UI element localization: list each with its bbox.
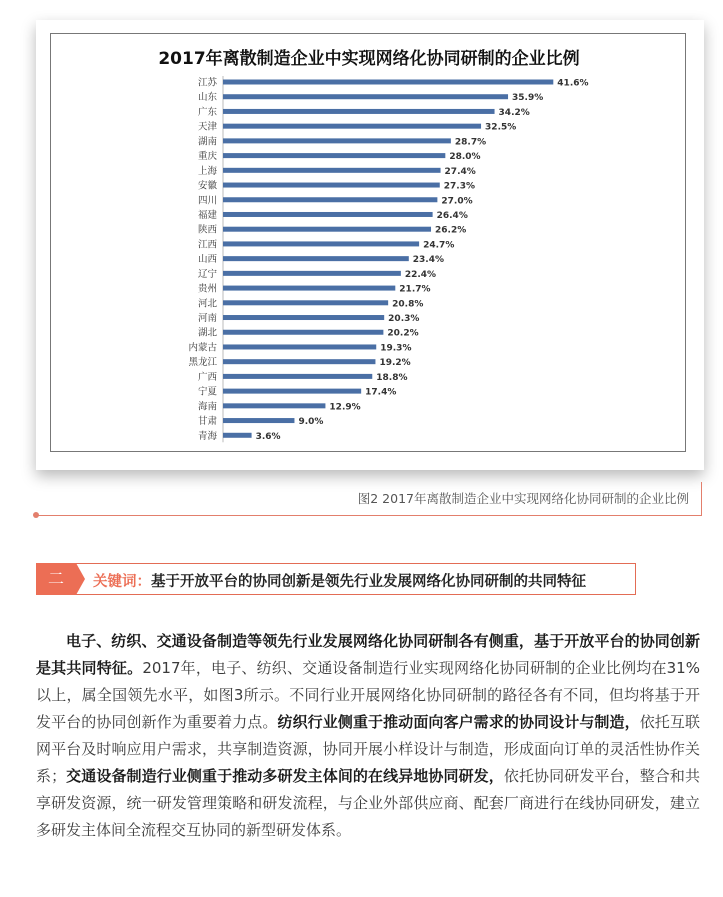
bar [223, 286, 395, 291]
value-label: 17.4% [365, 387, 397, 398]
bar [223, 168, 441, 173]
value-label: 27.3% [443, 181, 475, 192]
value-label: 19.2% [379, 358, 411, 369]
value-label: 41.6% [557, 78, 589, 89]
bar [223, 212, 433, 217]
bar [223, 315, 384, 320]
value-label: 22.4% [404, 269, 437, 280]
body-text-3: 依托协同研发平台，整合和共享研发资源，统一研发管理策略和研发流程，与企业外部供应商、配套厂商进行在线协同研发，建立多研发主体间全流程交互协同的新型研发体系。 [36, 767, 700, 839]
value-label: 27.4% [444, 166, 476, 177]
category-label: 天津 [197, 121, 217, 133]
value-label: 12.9% [329, 402, 361, 413]
bar [223, 359, 375, 364]
value-label: 26.2% [435, 225, 467, 236]
category-label: 广西 [197, 371, 217, 383]
category-label: 湖北 [197, 327, 217, 339]
value-label: 24.7% [423, 240, 455, 251]
bar [223, 241, 419, 246]
category-label: 重庆 [197, 151, 217, 163]
value-label: 19.3% [380, 343, 412, 354]
bar [223, 109, 495, 114]
bar [223, 124, 481, 129]
figure-caption-box [36, 482, 702, 516]
value-label: 27.0% [441, 196, 473, 207]
category-label: 陕西 [197, 224, 217, 236]
bar [223, 418, 294, 423]
category-label: 江苏 [197, 77, 217, 89]
value-label: 20.3% [388, 314, 420, 325]
category-label: 江西 [197, 239, 217, 251]
category-label: 福建 [197, 209, 217, 221]
category-label: 上海 [197, 165, 217, 177]
category-label: 河南 [197, 313, 217, 325]
chart-title: 2017年离散制造企业中实现网络化协同研制的企业比例 [158, 49, 580, 69]
bar [223, 344, 376, 349]
bar [223, 300, 388, 305]
category-label: 湖南 [197, 136, 217, 148]
category-label: 辽宁 [197, 268, 217, 280]
value-label: 18.8% [376, 372, 408, 383]
keyword-banner [36, 563, 636, 595]
caption-dot [33, 512, 39, 518]
bar-chart [51, 34, 687, 453]
bar [223, 94, 508, 99]
bar [223, 389, 361, 394]
value-label: 23.4% [412, 255, 445, 266]
body-bold-lead: 电子、纺织、交通设备制造等领先行业发展网络化协同研制各有侧重，基于开放平台的协同创新是其共同特征。 [36, 632, 700, 677]
category-label: 山西 [197, 254, 217, 266]
value-label: 28.0% [449, 152, 481, 163]
keyword-line [93, 570, 586, 591]
category-label: 内蒙古 [188, 342, 217, 354]
badge-arrow-icon [76, 563, 85, 595]
value-label: 32.5% [485, 122, 517, 133]
bar [223, 153, 445, 158]
category-label: 山东 [197, 92, 217, 104]
keyword-text: 基于开放平台的协同创新是领先行业发展网络化协同研制的共同特征 [151, 574, 586, 590]
category-label: 青海 [197, 430, 217, 442]
bar [223, 403, 325, 408]
bar [223, 433, 252, 438]
value-label: 26.4% [436, 210, 468, 221]
body-bold-transport: 交通设备制造行业侧重于推动多研发主体间的在线异地协同研发， [66, 767, 504, 785]
bar [223, 256, 409, 261]
value-label: 28.7% [454, 137, 487, 148]
bar [223, 183, 440, 188]
value-label: 20.2% [387, 328, 419, 339]
value-label: 9.0% [298, 417, 324, 428]
section-number-badge: 二 [36, 563, 76, 595]
category-label: 海南 [197, 401, 217, 413]
category-label: 甘肃 [197, 416, 217, 428]
category-label: 安徽 [197, 180, 217, 192]
bar [223, 227, 431, 232]
value-label: 20.8% [392, 299, 424, 310]
value-label: 21.7% [399, 284, 431, 295]
body-text-1: 2017年，电子、纺织、交通设备制造行业实现网络化协同研制的企业比例均在31%以上，属全国领先水平，如图3所示。不同行业开展网络化协同研制的路径各有不同，但均将基于开发平台的协同创新作为重要着力点。 [36, 659, 700, 731]
body-text-2: 依托互联网平台及时响应用户需求，共享制造资源，协同开展小样设计与制造，形成面向订单的灵活性协作关系； [36, 713, 700, 785]
body-paragraph [36, 628, 700, 844]
body-bold-textile: 纺织行业侧重于推动面向客户需求的协同设计与制造， [277, 713, 640, 731]
keyword-label: 关键词： [93, 574, 151, 590]
category-label: 宁夏 [197, 386, 217, 398]
bar [223, 330, 383, 335]
category-label: 黑龙江 [188, 357, 217, 369]
value-label: 34.2% [498, 107, 530, 118]
category-label: 四川 [197, 195, 217, 207]
figure-caption: 图2 2017年离散制造企业中实现网络化协同研制的企业比例 [357, 491, 689, 506]
bar [223, 197, 437, 202]
bar [223, 374, 372, 379]
bar [223, 271, 401, 276]
category-label: 贵州 [197, 283, 217, 295]
chart-figure [50, 33, 686, 452]
value-label: 3.6% [255, 431, 281, 442]
bar [223, 138, 451, 143]
category-label: 广东 [197, 106, 217, 118]
bar [223, 80, 553, 85]
category-label: 河北 [197, 298, 217, 310]
value-label: 35.9% [512, 93, 544, 104]
